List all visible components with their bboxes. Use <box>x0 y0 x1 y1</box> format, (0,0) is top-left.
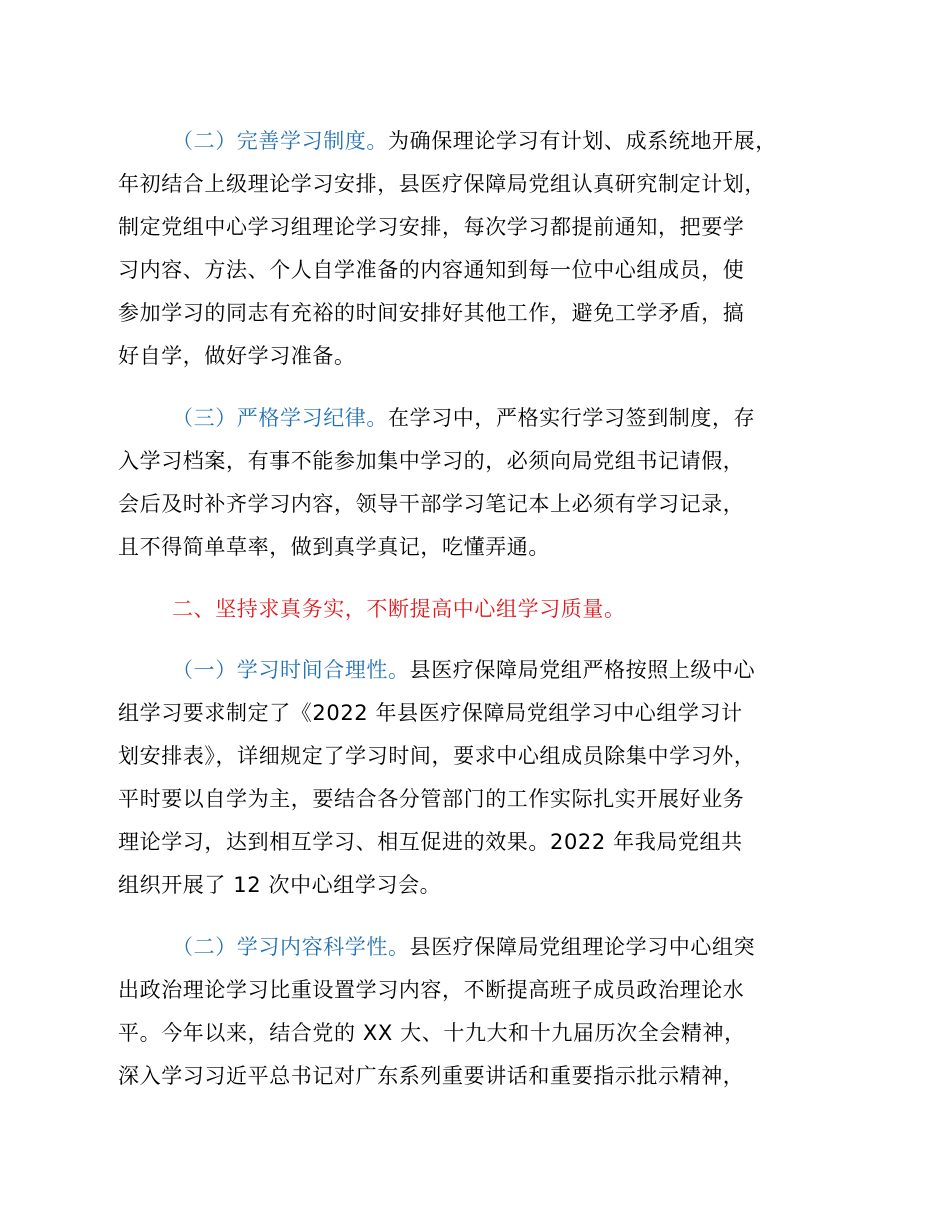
paragraph-line: 入学习档案，有事不能参加集中学习的，必须向局党组书记请假， <box>118 449 745 473</box>
paragraph-heading: （三）严格学习纪律。 <box>172 406 388 430</box>
paragraph-line: 参加学习的同志有充裕的时间安排好其他工作，避免工学矛盾，搞 <box>118 301 745 325</box>
paragraph-line: 理论学习，达到相互学习、相互促进的效果。2022 年我局党组共 <box>118 830 743 854</box>
paragraph-line: 划安排表》，详细规定了学习时间，要求中心组成员除集中学习外， <box>118 744 756 768</box>
paragraph-line: 组学习要求制定了《2022 年县医疗保障局党组学习中心组学习计 <box>118 701 743 725</box>
paragraph-line <box>172 655 755 685</box>
paragraph-line: 深入学习习近平总书记对广东系列重要讲话和重要指示批示精神， <box>118 1064 745 1088</box>
paragraph-line: 且不得简单草率，做到真学真记，吃懂弄通。 <box>118 535 550 559</box>
paragraph-line: 制定党组中心学习组理论学习安排，每次学习都提前通知，把要学 <box>118 215 745 239</box>
paragraph-line: 习内容、方法、个人自学准备的内容通知到每一位中心组成员，使 <box>118 258 745 282</box>
paragraph-text: 在学习中，严格实行学习签到制度，存 <box>388 406 756 430</box>
paragraph-line <box>172 403 755 433</box>
paragraph-line: 会后及时补齐学习内容，领导干部学习笔记本上必须有学习记录， <box>118 492 745 516</box>
paragraph-heading: （二）学习内容科学性。 <box>172 935 410 959</box>
paragraph-heading: （一）学习时间合理性。 <box>172 658 410 682</box>
paragraph-text: 县医疗保障局党组理论学习中心组突 <box>409 935 756 959</box>
section-title: 二、坚持求真务实，不断提高中心组学习质量。 <box>172 597 626 621</box>
paragraph-line: 平。今年以来，结合党的 XX 大、十九大和十九届历次全会精神， <box>118 1021 746 1045</box>
paragraph-text: 县医疗保障局党组严格按照上级中心 <box>409 658 756 682</box>
paragraph-line <box>172 126 777 156</box>
paragraph-line: 好自学，做好学习准备。 <box>118 344 356 368</box>
paragraph-heading: （二）完善学习制度。 <box>172 129 388 153</box>
paragraph-line: 年初结合上级理论学习安排，县医疗保障局党组认真研究制定计划， <box>118 172 766 196</box>
paragraph-line <box>172 932 755 962</box>
paragraph-line: 组织开展了 12 次中心组学习会。 <box>118 873 442 897</box>
paragraph-line: 平时要以自学为主，要结合各分管部门的工作实际扎实开展好业务 <box>118 787 745 811</box>
paragraph-text: 为确保理论学习有计划、成系统地开展， <box>388 129 777 153</box>
paragraph-line: 出政治理论学习比重设置学习内容，不断提高班子成员政治理论水 <box>118 978 745 1002</box>
